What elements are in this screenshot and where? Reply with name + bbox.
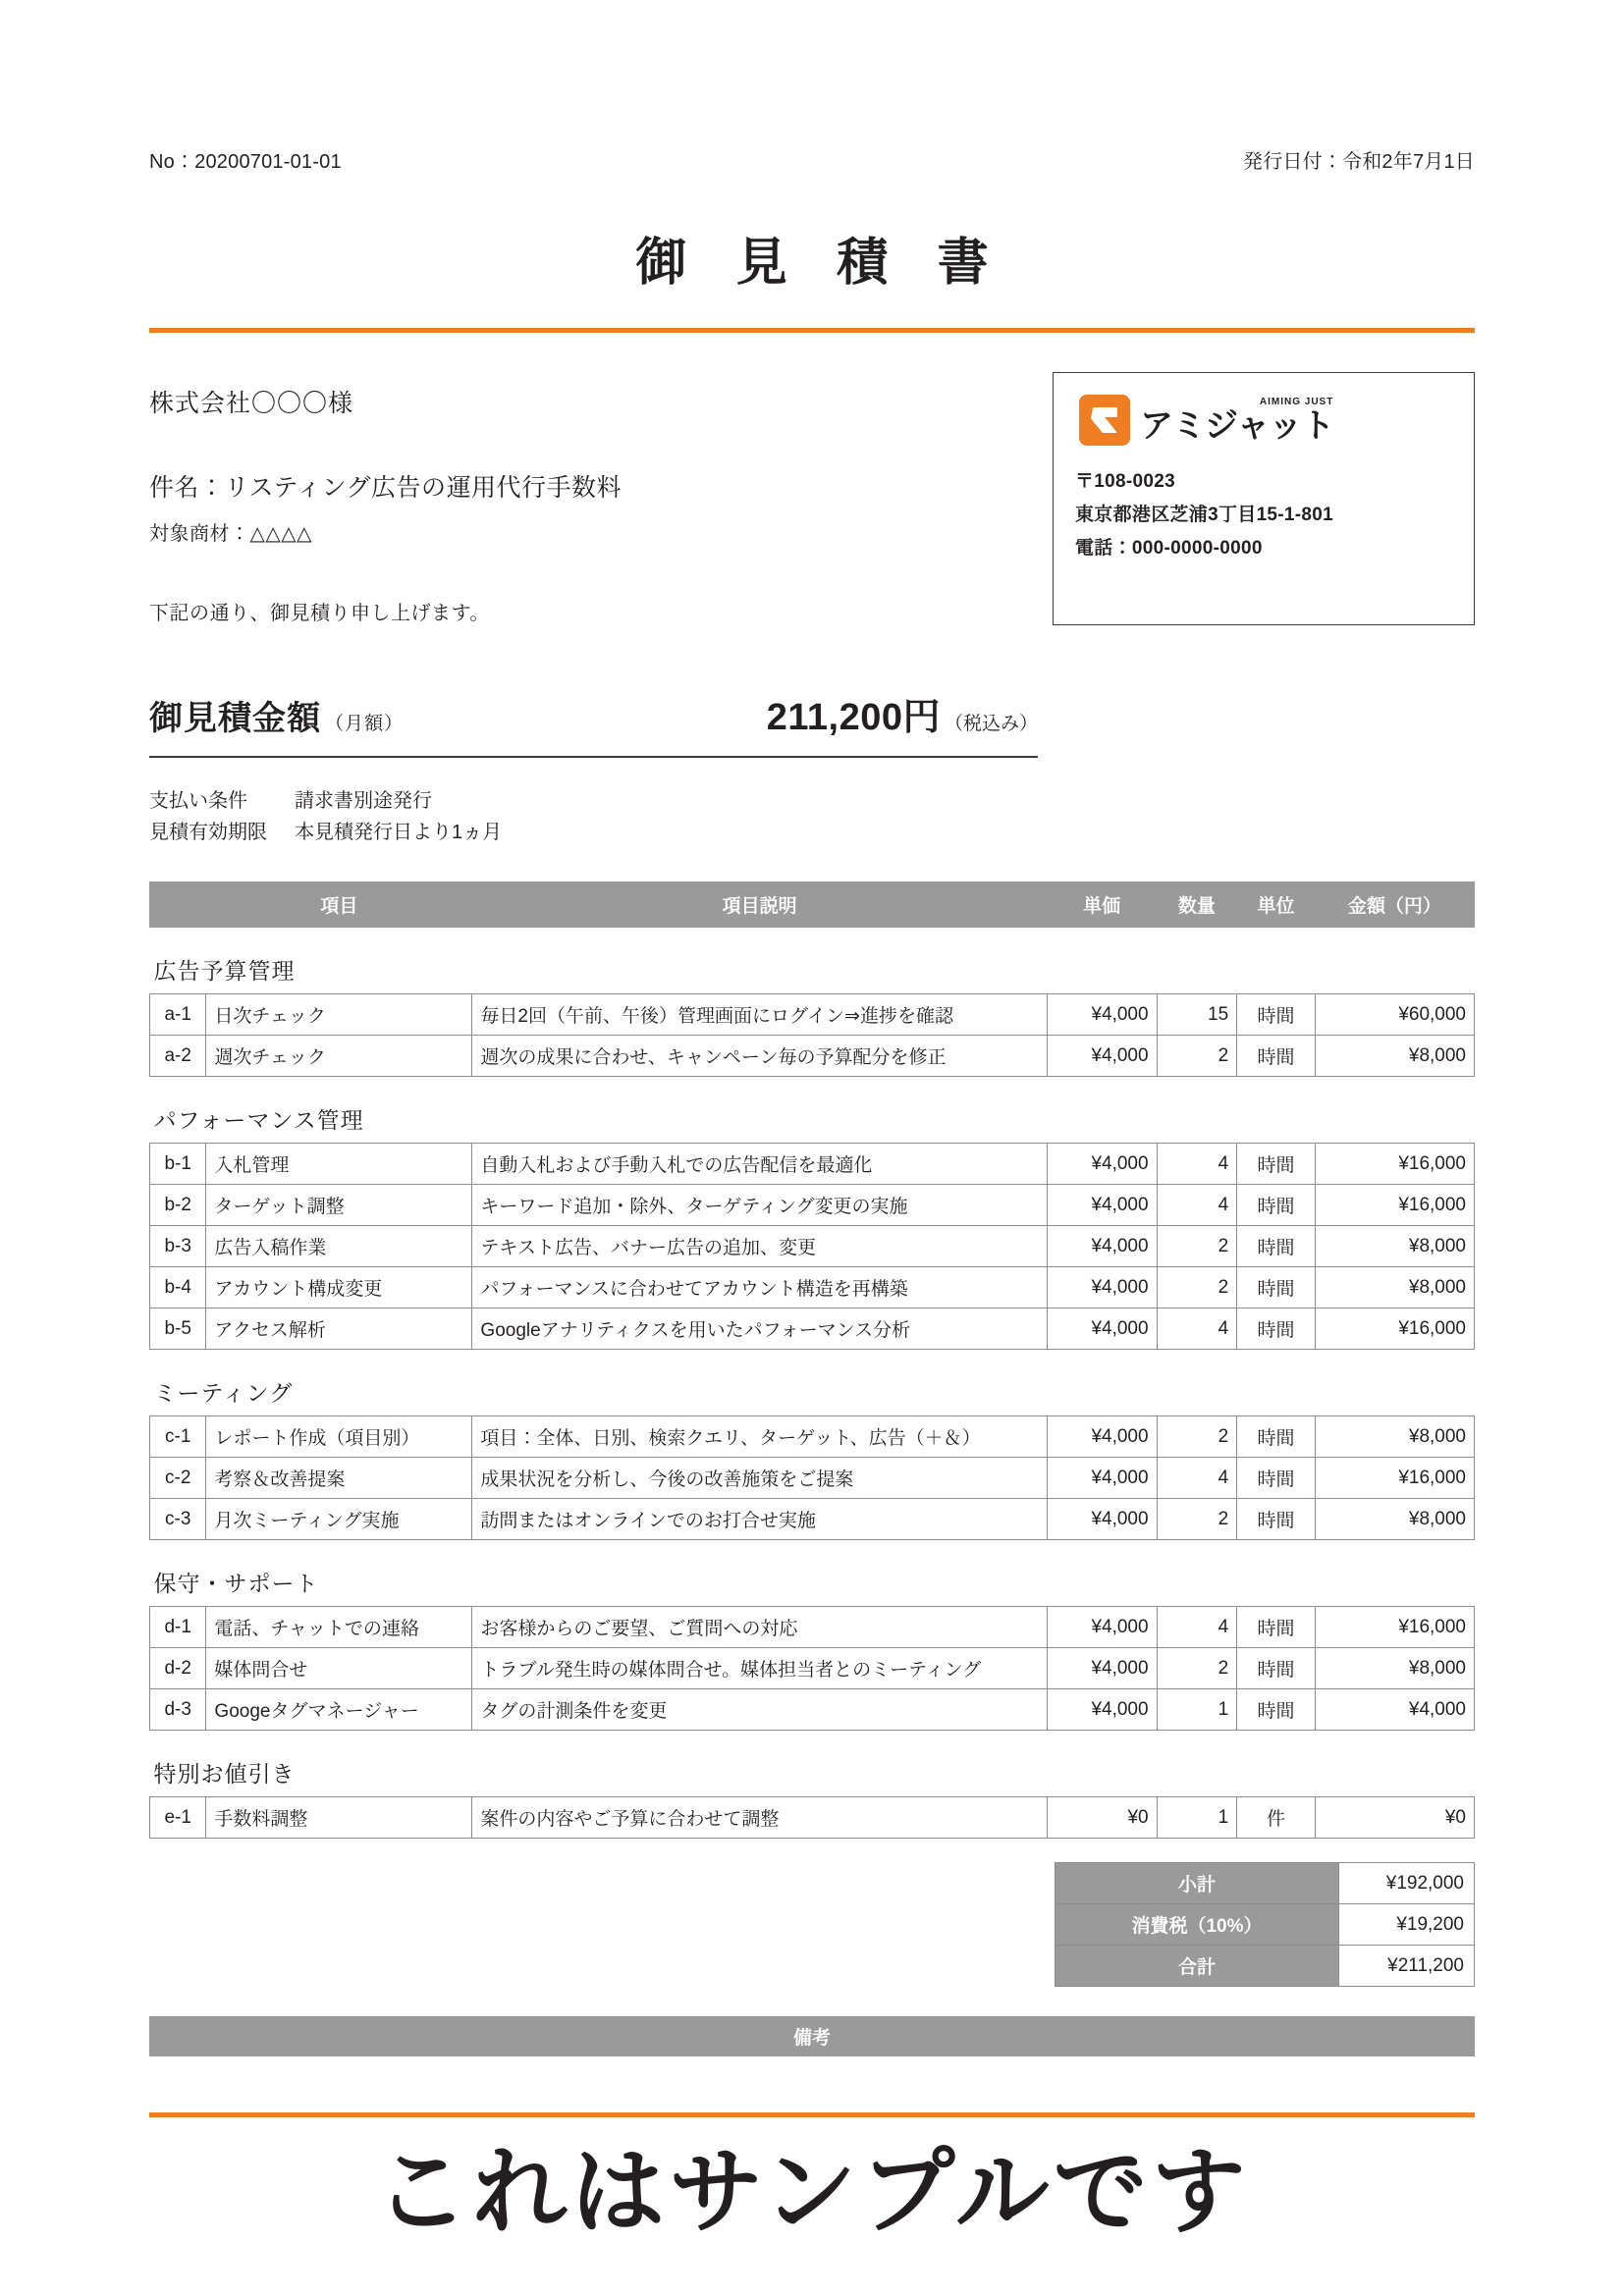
totals-row-subtotal: [1056, 1863, 1475, 1904]
row-price: ¥4,000: [1047, 1144, 1157, 1185]
row-amount: ¥8,000: [1315, 1648, 1474, 1689]
company-info-box: [1053, 372, 1475, 625]
row-item: 手数料調整: [206, 1797, 472, 1839]
row-price: ¥4,000: [1047, 1607, 1157, 1648]
customer-block: [149, 372, 1053, 625]
row-unit: 時間: [1237, 1607, 1316, 1648]
row-qty: 4: [1157, 1308, 1237, 1350]
table-row: [150, 1185, 1475, 1226]
row-item: 日次チェック: [206, 994, 472, 1036]
total-amount-value: 211,200円: [766, 697, 941, 738]
company-address: 東京都港区芝浦3丁目15-1-801: [1075, 505, 1334, 525]
row-item: ターゲット調整: [206, 1185, 472, 1226]
totals-table: [1055, 1862, 1475, 1987]
logo-mark-icon: [1079, 395, 1130, 446]
term-value: 本見積発行日より1ヵ月: [295, 822, 503, 843]
row-item: 月次ミーティング実施: [206, 1499, 472, 1540]
total-amount-value-wrap: [767, 686, 1038, 740]
row-desc: キーワード追加・除外、ターゲティング変更の実施: [472, 1185, 1047, 1226]
row-amount: ¥0: [1315, 1797, 1474, 1839]
row-code: b-1: [150, 1144, 206, 1185]
row-price: ¥4,000: [1047, 1185, 1157, 1226]
column-header-amount: 金額（円）: [1315, 882, 1474, 928]
document-meta: [149, 0, 1475, 174]
document-number: No：20200701-01-01: [149, 151, 342, 173]
row-amount: ¥16,000: [1315, 1144, 1474, 1185]
row-code: a-2: [150, 1036, 206, 1077]
row-code: b-4: [150, 1267, 206, 1308]
items-table: [149, 881, 1475, 1839]
row-unit: 件: [1237, 1797, 1316, 1839]
term-value: 請求書別途発行: [295, 790, 432, 812]
row-price: ¥4,000: [1047, 1689, 1157, 1731]
items-table-body: [150, 928, 1475, 1839]
term-row: [149, 817, 1475, 848]
row-code: b-5: [150, 1308, 206, 1350]
row-desc: パフォーマンスに合わせてアカウント構造を再構築: [472, 1267, 1047, 1308]
row-code: d-1: [150, 1607, 206, 1648]
row-desc: 毎日2回（午前、午後）管理画面にログイン⇒進捗を確認: [472, 994, 1047, 1036]
table-row: [150, 1607, 1475, 1648]
row-unit: 時間: [1237, 1499, 1316, 1540]
logo-text: [1140, 398, 1333, 443]
row-item: アクセス解析: [206, 1308, 472, 1350]
row-price: ¥4,000: [1047, 1648, 1157, 1689]
total-label: 合計: [1056, 1946, 1339, 1987]
row-price: ¥4,000: [1047, 1036, 1157, 1077]
table-row: [150, 1267, 1475, 1308]
term-key: 支払い条件: [149, 790, 247, 812]
row-unit: 時間: [1237, 1144, 1316, 1185]
row-desc: 週次の成果に合わせ、キャンペーン毎の予算配分を修正: [472, 1036, 1047, 1077]
row-qty: 4: [1157, 1144, 1237, 1185]
row-desc: 訪問またはオンラインでのお打合せ実施: [472, 1499, 1047, 1540]
row-unit: 時間: [1237, 1267, 1316, 1308]
row-code: c-1: [150, 1416, 206, 1458]
row-desc: 項目：全体、日別、検索クエリ、ターゲット、広告（＋＆）: [472, 1416, 1047, 1458]
group-title-row: [150, 1731, 1475, 1797]
row-qty: 15: [1157, 994, 1237, 1036]
row-qty: 2: [1157, 1499, 1237, 1540]
group-title: 保守・サポート: [153, 1571, 319, 1596]
group-title-row: [150, 1077, 1475, 1144]
row-amount: ¥60,000: [1315, 994, 1474, 1036]
group-title: ミーティング: [153, 1380, 294, 1406]
total-amount-tax-note: （税込み）: [944, 714, 1038, 734]
row-qty: 4: [1157, 1458, 1237, 1499]
table-row: [150, 1648, 1475, 1689]
table-row: [150, 1499, 1475, 1540]
row-item: 電話、チャットでの連絡: [206, 1607, 472, 1648]
lead-text: 下記の通り、御見積り申し上げます。: [149, 603, 490, 624]
row-code: e-1: [150, 1797, 206, 1839]
column-header-desc: 項目説明: [472, 882, 1047, 928]
row-item: 入札管理: [206, 1144, 472, 1185]
row-price: ¥4,000: [1047, 1308, 1157, 1350]
upper-section: [149, 372, 1475, 625]
row-price: ¥4,000: [1047, 1416, 1157, 1458]
row-price: ¥4,000: [1047, 994, 1157, 1036]
column-header-price: 単価: [1047, 882, 1157, 928]
table-row: [150, 1458, 1475, 1499]
totals-row-total: [1056, 1946, 1475, 1987]
remarks-header: 備考: [149, 2016, 1475, 2056]
row-desc: 案件の内容やご予算に合わせて調整: [472, 1797, 1047, 1839]
row-desc: トラブル発生時の媒体問合せ。媒体担当者とのミーティング: [472, 1648, 1047, 1689]
row-qty: 1: [1157, 1689, 1237, 1731]
customer-name: 株式会社〇〇〇様: [149, 390, 354, 417]
group-title-row: [150, 1350, 1475, 1416]
table-row: [150, 1144, 1475, 1185]
row-amount: ¥16,000: [1315, 1458, 1474, 1499]
row-item: 広告入稿作業: [206, 1226, 472, 1267]
row-item: Googeタグマネージャー: [206, 1689, 472, 1731]
row-unit: 時間: [1237, 1458, 1316, 1499]
total-value: ¥211,200: [1339, 1946, 1475, 1987]
row-price: ¥4,000: [1047, 1499, 1157, 1540]
subtotal-value: ¥192,000: [1339, 1863, 1475, 1904]
row-price: ¥4,000: [1047, 1226, 1157, 1267]
row-item: アカウント構成変更: [206, 1267, 472, 1308]
row-unit: 時間: [1237, 994, 1316, 1036]
row-desc: Googleアナリティクスを用いたパフォーマンス分析: [472, 1308, 1047, 1350]
row-desc: 自動入札および手動入札での広告配信を最適化: [472, 1144, 1047, 1185]
totals-row-tax: [1056, 1904, 1475, 1946]
row-item: 考察＆改善提案: [206, 1458, 472, 1499]
logo-name: アミジャット: [1140, 407, 1334, 445]
tax-label: 消費税（10%）: [1056, 1904, 1339, 1946]
company-logo: [1075, 391, 1452, 459]
subject-line: 件名：リスティング広告の運用代行手数料: [149, 474, 623, 502]
table-row: [150, 1308, 1475, 1350]
target-item-line: 対象商材：△△△△: [149, 523, 313, 545]
terms-block: [149, 785, 1475, 848]
column-header-unit: 単位: [1237, 882, 1316, 928]
company-postal: 〒108-0023: [1075, 471, 1175, 492]
column-header-item: 項目: [206, 882, 472, 928]
row-qty: 4: [1157, 1185, 1237, 1226]
total-amount-row: [149, 686, 1038, 758]
row-unit: 時間: [1237, 1185, 1316, 1226]
table-row: [150, 1226, 1475, 1267]
term-key: 見積有効期限: [149, 822, 267, 843]
row-unit: 時間: [1237, 1648, 1316, 1689]
row-qty: 1: [1157, 1797, 1237, 1839]
row-unit: 時間: [1237, 1689, 1316, 1731]
row-amount: ¥16,000: [1315, 1607, 1474, 1648]
row-item: レポート作成（項目別）: [206, 1416, 472, 1458]
row-code: b-3: [150, 1226, 206, 1267]
row-code: a-1: [150, 994, 206, 1036]
group-title-row: [150, 928, 1475, 994]
row-code: d-3: [150, 1689, 206, 1731]
sample-watermark: これはサンプルです: [374, 2140, 1250, 2245]
row-code: c-2: [150, 1458, 206, 1499]
issue-date: 発行日付：令和2年7月1日: [1243, 151, 1475, 173]
row-qty: 4: [1157, 1607, 1237, 1648]
row-price: ¥4,000: [1047, 1267, 1157, 1308]
row-amount: ¥8,000: [1315, 1267, 1474, 1308]
logo-tagline: AIMING JUST: [1259, 397, 1334, 407]
page-title: 御 見 積 書: [635, 235, 1006, 292]
table-row: [150, 1797, 1475, 1839]
column-header-qty: 数量: [1157, 882, 1237, 928]
row-amount: ¥8,000: [1315, 1416, 1474, 1458]
row-amount: ¥16,000: [1315, 1185, 1474, 1226]
tax-value: ¥19,200: [1339, 1904, 1475, 1946]
row-code: d-2: [150, 1648, 206, 1689]
row-desc: タグの計測条件を変更: [472, 1689, 1047, 1731]
row-desc: 成果状況を分析し、今後の改善施策をご提案: [472, 1458, 1047, 1499]
row-qty: 2: [1157, 1226, 1237, 1267]
row-amount: ¥8,000: [1315, 1226, 1474, 1267]
group-title: 特別お値引き: [153, 1761, 296, 1787]
column-header-code: [150, 882, 206, 928]
table-row: [150, 1416, 1475, 1458]
table-row: [150, 1689, 1475, 1731]
row-price: ¥0: [1047, 1797, 1157, 1839]
table-row: [150, 994, 1475, 1036]
row-desc: テキスト広告、バナー広告の追加、変更: [472, 1226, 1047, 1267]
row-code: c-3: [150, 1499, 206, 1540]
top-divider: [149, 328, 1475, 333]
row-unit: 時間: [1237, 1308, 1316, 1350]
row-qty: 2: [1157, 1416, 1237, 1458]
bottom-divider: [149, 2112, 1475, 2117]
row-code: b-2: [150, 1185, 206, 1226]
total-amount-label-sub: （月額）: [325, 714, 405, 734]
group-title: パフォーマンス管理: [153, 1107, 364, 1133]
term-row: [149, 785, 1475, 817]
row-amount: ¥8,000: [1315, 1499, 1474, 1540]
row-amount: ¥4,000: [1315, 1689, 1474, 1731]
total-amount-label-main: 御見積金額: [149, 700, 321, 737]
group-title: 広告予算管理: [153, 958, 296, 984]
subtotal-label: 小計: [1056, 1863, 1339, 1904]
row-qty: 2: [1157, 1267, 1237, 1308]
group-title-row: [150, 1540, 1475, 1607]
row-qty: 2: [1157, 1648, 1237, 1689]
items-table-head: [150, 882, 1475, 928]
items-table-header-row: [150, 882, 1475, 928]
row-unit: 時間: [1237, 1226, 1316, 1267]
row-unit: 時間: [1237, 1416, 1316, 1458]
row-price: ¥4,000: [1047, 1458, 1157, 1499]
row-unit: 時間: [1237, 1036, 1316, 1077]
company-tel: 電話：000-0000-0000: [1075, 538, 1263, 559]
row-item: 週次チェック: [206, 1036, 472, 1077]
row-desc: お客様からのご要望、ご質問への対応: [472, 1607, 1047, 1648]
table-row: [150, 1036, 1475, 1077]
total-amount-label: [149, 691, 404, 739]
row-qty: 2: [1157, 1036, 1237, 1077]
row-amount: ¥8,000: [1315, 1036, 1474, 1077]
row-item: 媒体問合せ: [206, 1648, 472, 1689]
row-amount: ¥16,000: [1315, 1308, 1474, 1350]
